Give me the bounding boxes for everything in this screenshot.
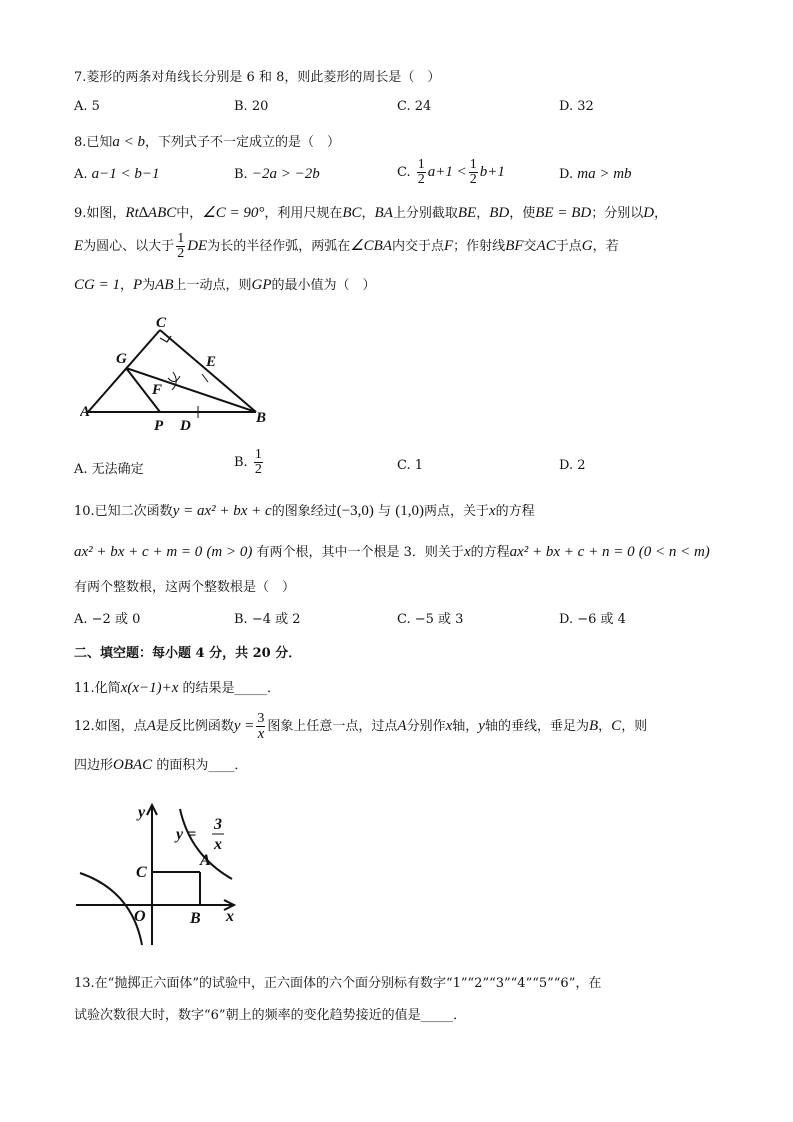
text: BD — [489, 205, 510, 221]
label-b: B — [256, 410, 267, 426]
q10-option-c: C. −5 或 3 — [397, 612, 464, 627]
text: 交 — [523, 239, 537, 254]
text: x(x−1)+x — [120, 680, 179, 696]
text: C — [611, 718, 622, 734]
q10-option-b: B. −4 或 2 — [234, 612, 301, 627]
text: 8.已知 — [74, 135, 113, 150]
q13-line1: 13.在“抛掷正六面体”的试验中，正六面体的六个面分别标有数字“1”“2”“3”“4”“5”“6”，在 — [74, 976, 602, 991]
q9-line3 — [74, 274, 376, 294]
text: ， — [654, 206, 668, 221]
text: AB — [155, 277, 174, 293]
text: x — [257, 726, 265, 742]
label-o: O — [134, 908, 146, 925]
text: AC — [536, 238, 556, 254]
x-axis-label: x — [226, 908, 234, 925]
label-f: F — [152, 382, 163, 398]
text: BE = BD — [535, 205, 592, 221]
q10-option-a: A. −2 或 0 — [74, 612, 141, 627]
q7-stem: 7.菱形的两条对角线长分别是 6 和 8，则此菱形的周长是（ ） — [74, 70, 441, 85]
text: P — [132, 277, 143, 293]
text: ∠C = 90° — [202, 205, 265, 221]
q12-line1 — [74, 712, 647, 741]
text: 轴的垂线，垂足为 — [484, 719, 589, 734]
text: y — [478, 718, 485, 734]
text: (1,0) — [395, 503, 424, 519]
text: ， — [119, 278, 133, 293]
text: y = ax² + bx + c — [172, 503, 272, 519]
math: −2a > −2b — [251, 166, 320, 182]
label: A. — [74, 167, 88, 182]
fraction — [417, 158, 426, 187]
q9-triangle-figure — [80, 308, 290, 438]
q8-option-c — [397, 158, 505, 187]
q13-line2: 试验次数很大时，数字“6”朝上的频率的变化趋势接近的值是_____． — [74, 1008, 467, 1023]
math: a < b — [112, 134, 146, 150]
text: G — [581, 238, 593, 254]
text: 2 — [469, 172, 477, 187]
text: ， — [598, 719, 612, 734]
text: GP — [251, 277, 272, 293]
math: b+1 — [479, 164, 505, 180]
text: ，下列式子不一定成立的是（ ） — [145, 135, 341, 150]
text: y = — [233, 718, 255, 734]
text: ∠CBA — [350, 238, 392, 254]
label-d: D — [180, 418, 191, 434]
text: ， — [476, 206, 490, 221]
label-b: B — [190, 910, 201, 927]
text: DE — [187, 238, 208, 254]
q8-option-a — [74, 166, 160, 183]
text: B. — [234, 455, 248, 470]
text: ；分别以 — [591, 206, 644, 221]
text: 的结果是_____． — [182, 681, 281, 696]
function-den: x — [214, 836, 222, 853]
text: 1 — [177, 231, 185, 246]
label-c: C — [136, 864, 147, 881]
text: OBAC — [113, 757, 153, 773]
text: 的方程 — [470, 545, 510, 560]
text: x — [445, 718, 453, 734]
text: 与 — [378, 504, 392, 519]
text: B — [588, 718, 599, 734]
text: 分别作 — [406, 719, 446, 734]
text: D — [643, 205, 655, 221]
text: (−3,0) — [336, 503, 374, 519]
q10-option-d: D. −6 或 4 — [559, 612, 626, 627]
text: ax² + bx + c + n = 0 — [509, 544, 635, 560]
text: 3 — [257, 711, 265, 726]
text: A — [146, 718, 156, 734]
q10-line1 — [74, 500, 535, 520]
text: A — [397, 718, 407, 734]
text: 的方程 — [495, 504, 535, 519]
q9-option-b — [234, 448, 265, 477]
text: 的最小值为（ ） — [271, 278, 376, 293]
math: ma > mb — [577, 166, 632, 182]
text: 10.已知二次函数 — [74, 504, 173, 519]
text: 两点，关于 — [423, 504, 489, 519]
text: 上分别截取 — [392, 206, 458, 221]
text: BC — [342, 205, 362, 221]
math: a+1 < — [427, 164, 467, 180]
text: 为圆心、以大于 — [83, 239, 175, 254]
text: ，使 — [509, 206, 536, 221]
text: 的面积为____． — [156, 758, 248, 773]
text: (0 < n < m) — [638, 544, 710, 560]
text: 有两个根，其中一个根是 3．则关于 — [256, 545, 464, 560]
function-label: y = — [176, 826, 197, 843]
q10-line2 — [74, 541, 710, 561]
text: ，利用尺规在 — [264, 206, 343, 221]
q9-option-c: C. 1 — [397, 458, 424, 473]
q8-stem — [74, 131, 340, 151]
label-c: C — [156, 315, 167, 331]
label-a: A — [200, 852, 211, 869]
function-num: 3 — [214, 816, 222, 833]
q10-line3: 有两个整数根，这两个整数根是（ ） — [74, 580, 296, 595]
text: ，若 — [592, 239, 619, 254]
q9-option-d: D. 2 — [559, 458, 586, 473]
label-a: A — [80, 404, 91, 420]
text: 1 — [254, 447, 262, 462]
text: 四边形 — [74, 758, 114, 773]
q7-option-c: C. 24 — [397, 99, 432, 114]
text: 11.化简 — [74, 681, 121, 696]
text: 中， — [176, 206, 203, 221]
text: 为 — [142, 278, 156, 293]
label-g: G — [116, 351, 127, 367]
text: 于点 — [555, 239, 582, 254]
text: x — [463, 544, 471, 560]
text: 2 — [254, 462, 262, 477]
text: ，则 — [621, 719, 648, 734]
q9-line2 — [74, 232, 619, 261]
text: BA — [374, 205, 393, 221]
label-p: P — [154, 418, 164, 434]
text: 2 — [417, 172, 425, 187]
text: ， — [361, 206, 375, 221]
q12-hyperbola-figure — [72, 795, 252, 950]
text: ；作射线 — [453, 239, 506, 254]
text: 9.如图， — [74, 206, 126, 221]
text: 1 — [417, 157, 425, 172]
text: 为长的半径作弧，两弧在 — [207, 239, 351, 254]
text: F — [444, 238, 454, 254]
label: B. — [234, 167, 248, 182]
q8-option-b — [234, 166, 320, 183]
text: 轴， — [452, 719, 479, 734]
text: x — [488, 503, 496, 519]
text: Rt∆ABC — [125, 205, 177, 221]
q11 — [74, 677, 280, 697]
math: a−1 < b−1 — [91, 166, 160, 182]
q8-option-d — [559, 166, 632, 183]
text: BF — [505, 238, 524, 254]
q7-option-a: A. 5 — [74, 99, 100, 114]
q7-option-d: D. 32 — [559, 99, 594, 114]
label-e: E — [206, 354, 217, 370]
y-axis-label: y — [138, 804, 146, 821]
text: 2 — [177, 246, 185, 261]
text: 的图象经过 — [271, 504, 337, 519]
q9-option-a: A. 无法确定 — [74, 462, 144, 477]
text: 12.如图，点 — [74, 719, 147, 734]
q9-line1 — [74, 202, 667, 222]
text: BE — [457, 205, 477, 221]
text: CG = 1 — [74, 277, 120, 293]
label: D. — [559, 167, 574, 182]
q7-option-b: B. 20 — [234, 99, 269, 114]
text: 1 — [469, 157, 477, 172]
q12-line2 — [74, 754, 247, 774]
text: 图象上任意一点，过点 — [267, 719, 398, 734]
text: 内交于点 — [391, 239, 444, 254]
section-heading: 二、填空题：每小题 4 分，共 20 分． — [74, 646, 302, 661]
text: 是反比例函数 — [155, 719, 234, 734]
text: (m > 0) — [206, 544, 253, 560]
fraction — [469, 158, 478, 187]
text: ax² + bx + c + m = 0 — [74, 544, 203, 560]
label: C. — [397, 165, 411, 180]
text: 上一动点，则 — [173, 278, 252, 293]
text: E — [74, 238, 84, 254]
